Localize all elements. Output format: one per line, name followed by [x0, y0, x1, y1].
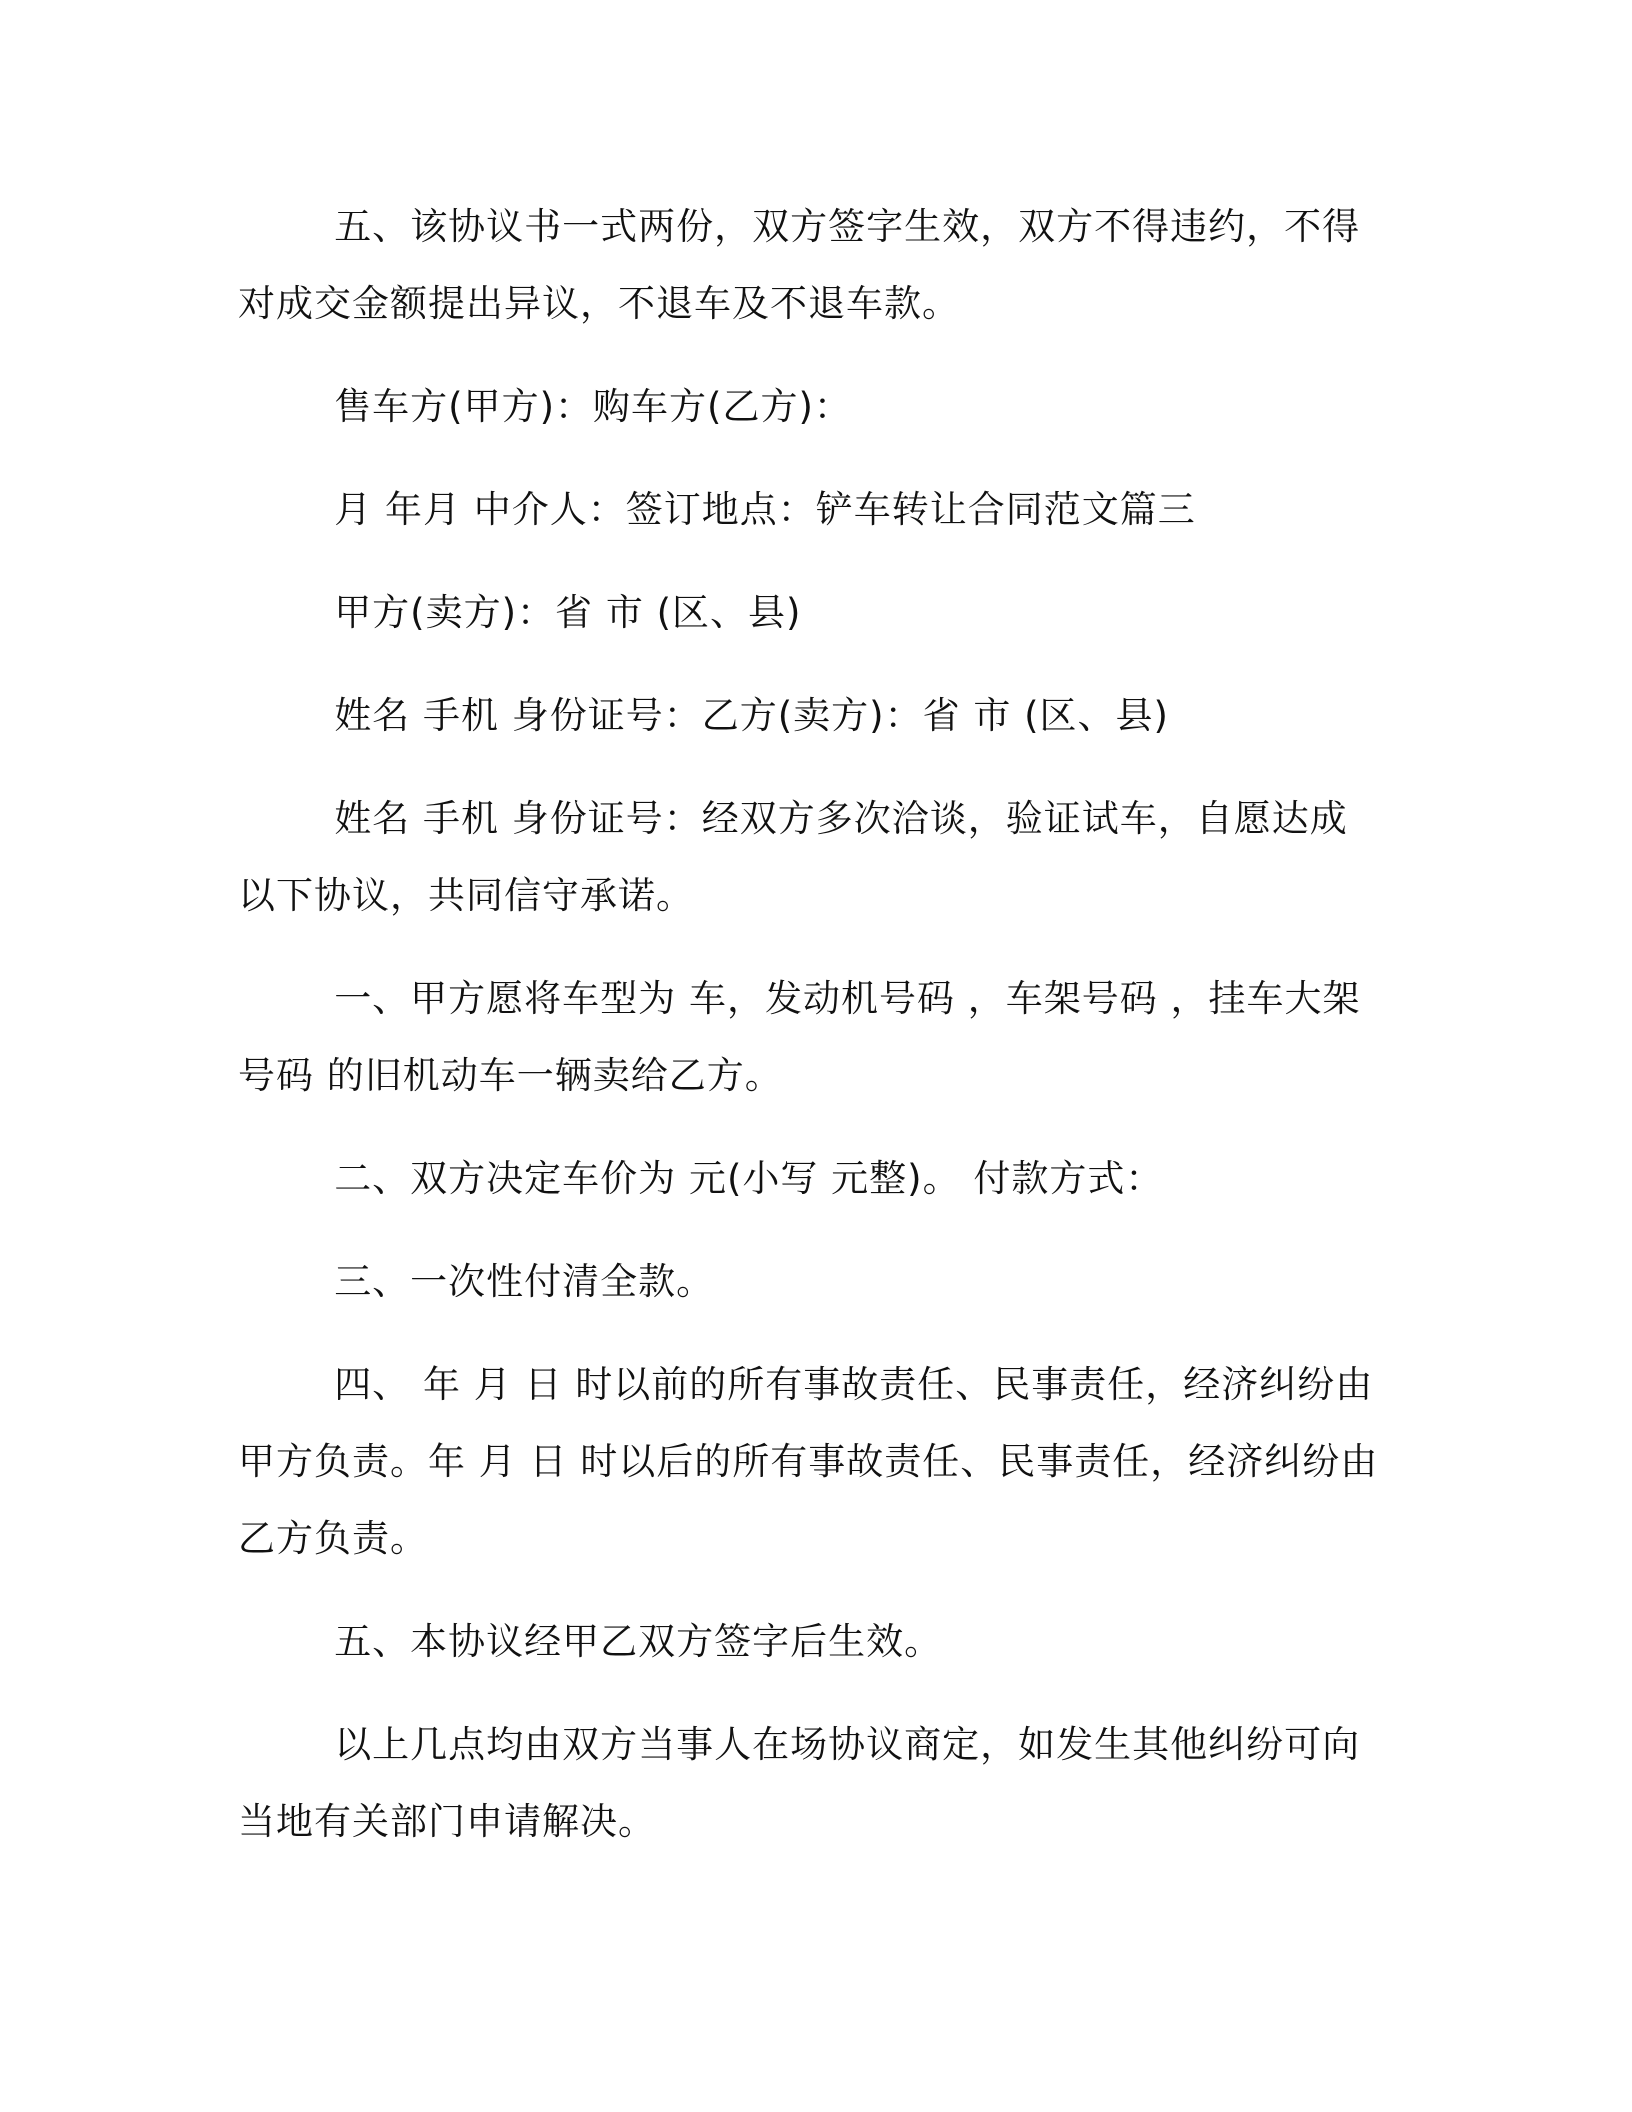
clause-three-payment: 三、一次性付清全款。	[334, 1260, 715, 1303]
date-intermediary-line: 月 年月 中介人：签订地点：铲车转让合同范文篇三	[334, 488, 1196, 531]
party-a-id-party-b-line: 姓名 手机 身份证号：乙方(卖方)：省 市 (区、县)	[334, 694, 1169, 737]
clause-four-liability: 四、 年 月 日 时以前的所有事故责任、民事责任，经济纠纷由甲方负责。年 月 日 时以后的所有事故责任、民事责任，经济纠纷由乙方负责。	[238, 1363, 1379, 1560]
closing-statement: 以上几点均由双方当事人在场协议商定，如发生其他纠纷可向当地有关部门申请解决。	[238, 1723, 1361, 1843]
clause-five-copies: 五、该协议书一式两份，双方签字生效，双方不得违约，不得对成交金额提出异议，不退车及不退车款。	[238, 205, 1361, 325]
clause-two-price: 二、双方决定车价为 元(小写 元整)。 付款方式：	[334, 1157, 1164, 1200]
seller-buyer-line: 售车方(甲方)：购车方(乙方)：	[334, 385, 852, 428]
clause-one-vehicle: 一、甲方愿将车型为 车，发动机号码 ，车架号码 ，挂车大架号码 的旧机动车一辆卖给乙方。	[238, 977, 1361, 1097]
party-b-id-intro: 姓名 手机 身份证号：经双方多次洽谈，验证试车，自愿达成以下协议，共同信守承诺。	[238, 797, 1348, 917]
document-body	[238, 188, 1384, 1886]
clause-five-effective: 五、本协议经甲乙双方签字后生效。	[334, 1620, 943, 1663]
party-a-line: 甲方(卖方)：省 市 (区、县)	[334, 591, 802, 634]
